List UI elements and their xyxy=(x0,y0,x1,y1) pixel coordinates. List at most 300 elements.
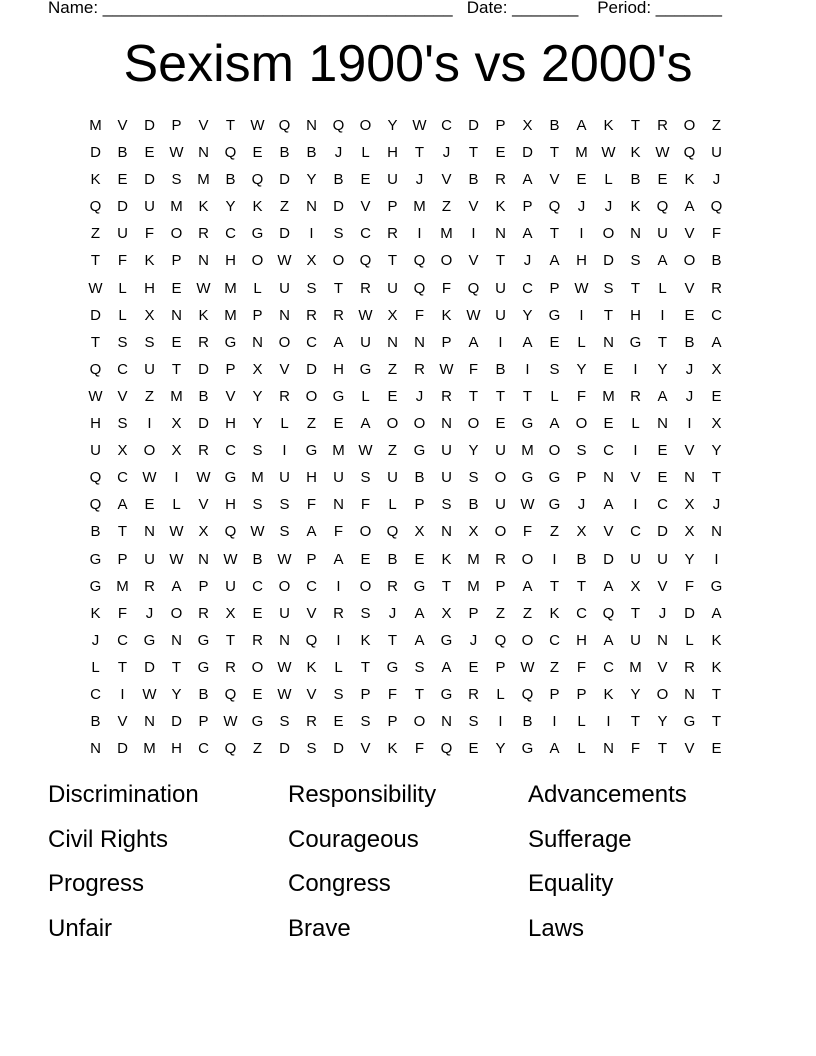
grid-letter: H xyxy=(144,279,155,297)
grid-letter: G xyxy=(143,631,156,649)
grid-letter: U xyxy=(441,442,452,460)
grid-letter: O xyxy=(359,523,372,541)
grid-letter: K xyxy=(90,604,101,622)
grid-letter: I xyxy=(714,550,719,568)
grid-letter: N xyxy=(198,144,209,162)
word-bank-item: Progress xyxy=(48,870,145,897)
grid-letter: Q xyxy=(89,496,102,514)
grid-letter: X xyxy=(306,252,317,270)
grid-letter: W xyxy=(412,117,427,134)
grid-letter: A xyxy=(522,171,533,189)
grid-letter: M xyxy=(332,442,345,460)
grid-letter: J xyxy=(604,198,613,216)
grid-letter: M xyxy=(170,387,183,405)
grid-letter: J xyxy=(523,252,532,270)
grid-letter: L xyxy=(631,415,640,433)
grid-letter: P xyxy=(117,550,128,568)
grid-letter: U xyxy=(225,577,236,595)
grid-letter: A xyxy=(576,117,587,134)
grid-letter: G xyxy=(89,577,102,595)
grid-letter: Y xyxy=(252,387,263,405)
grid-letter: W xyxy=(223,550,238,568)
grid-letter: V xyxy=(549,171,560,189)
grid-letter: V xyxy=(468,252,479,270)
grid-letter: X xyxy=(117,442,128,460)
grid-letter: Q xyxy=(224,685,237,703)
grid-letter: J xyxy=(712,171,721,189)
grid-letter: Z xyxy=(387,442,398,460)
grid-letter: E xyxy=(252,144,263,162)
grid-letter: T xyxy=(117,523,128,541)
grid-letter: J xyxy=(685,387,694,405)
grid-letter: J xyxy=(91,631,100,649)
grid-letter: M xyxy=(143,740,156,758)
grid-letter: M xyxy=(89,117,102,134)
grid-letter: Q xyxy=(89,360,102,378)
grid-letter: R xyxy=(252,631,263,649)
grid-letter: W xyxy=(277,252,292,270)
grid-letter: A xyxy=(549,415,560,433)
grid-letter: I xyxy=(498,333,503,351)
grid-letter: I xyxy=(336,631,341,649)
grid-letter: C xyxy=(549,631,560,649)
grid-letter: J xyxy=(577,496,586,514)
grid-letter: E xyxy=(495,144,506,162)
grid-letter: S xyxy=(333,225,344,243)
grid-letter: E xyxy=(360,171,371,189)
grid-letter: T xyxy=(522,387,533,405)
grid-letter: X xyxy=(576,523,587,541)
grid-letter: F xyxy=(360,496,371,514)
grid-letter: S xyxy=(441,496,452,514)
grid-letter: R xyxy=(387,225,398,243)
word-bank xyxy=(48,778,768,956)
grid-letter: A xyxy=(333,550,344,568)
grid-letter: S xyxy=(306,279,317,297)
grid-letter: W xyxy=(655,144,670,162)
grid-letter: V xyxy=(360,740,371,758)
grid-letter: C xyxy=(117,631,128,649)
grid-letter: N xyxy=(387,333,398,351)
grid-letter: I xyxy=(525,360,530,378)
word-bank-item: Civil Rights xyxy=(48,825,169,853)
grid-letter: G xyxy=(548,496,561,514)
grid-letter: V xyxy=(117,713,128,731)
grid-letter: T xyxy=(549,144,560,162)
grid-letter: E xyxy=(468,740,479,758)
grid-letter: K xyxy=(630,144,641,162)
grid-letter: T xyxy=(414,144,425,162)
grid-letter: B xyxy=(684,333,695,351)
grid-letter: U xyxy=(144,550,155,568)
grid-letter: G xyxy=(386,658,399,676)
grid-letter: O xyxy=(278,577,291,595)
grid-letter: B xyxy=(90,713,101,731)
word-bank-item: Equality xyxy=(528,870,614,897)
grid-letter: U xyxy=(495,279,506,297)
page-title: Sexism 1900's vs 2000's xyxy=(123,35,693,93)
grid-letter: W xyxy=(520,496,535,514)
grid-letter: G xyxy=(521,469,534,487)
grid-letter: D xyxy=(279,171,290,189)
grid-letter: V xyxy=(441,171,452,189)
grid-letter: N xyxy=(630,225,641,243)
grid-letter: O xyxy=(332,252,345,270)
grid-letter: V xyxy=(279,360,290,378)
grid-letter: W xyxy=(466,306,481,324)
grid-letter: Q xyxy=(359,252,372,270)
grid-letter: C xyxy=(711,306,722,324)
grid-letter: B xyxy=(387,550,398,568)
grid-letter: U xyxy=(630,550,641,568)
grid-letter: N xyxy=(279,631,290,649)
grid-letter: K xyxy=(252,198,263,216)
grid-letter: K xyxy=(549,604,560,622)
grid-letter: F xyxy=(522,523,533,541)
grid-letter: N xyxy=(144,713,155,731)
grid-letter: A xyxy=(306,523,317,541)
grid-letter: N xyxy=(684,685,695,703)
grid-letter: V xyxy=(117,387,128,405)
grid-letter: T xyxy=(630,117,641,134)
grid-letter: V xyxy=(225,387,236,405)
grid-letter: Q xyxy=(89,469,102,487)
grid-letter: W xyxy=(277,550,292,568)
grid-letter: T xyxy=(468,387,479,405)
grid-letter: D xyxy=(144,117,155,134)
word-bank-item: Unfair xyxy=(48,914,113,942)
grid-letter: Q xyxy=(224,144,237,162)
grid-letter: E xyxy=(657,171,668,189)
grid-letter: S xyxy=(117,333,128,351)
grid-letter: I xyxy=(687,415,692,433)
grid-letter: M xyxy=(629,658,642,676)
grid-letter: F xyxy=(576,387,587,405)
grid-letter: P xyxy=(495,117,506,134)
grid-letter: O xyxy=(170,604,183,622)
grid-letter: U xyxy=(279,469,290,487)
grid-letter: K xyxy=(441,306,452,324)
grid-letter: D xyxy=(279,740,290,758)
grid-letter: S xyxy=(414,658,425,676)
grid-letter: M xyxy=(224,306,237,324)
grid-letter: O xyxy=(413,415,426,433)
word-bank-item: Sufferage xyxy=(528,825,632,853)
grid-letter: G xyxy=(521,415,534,433)
grid-letter: U xyxy=(117,225,128,243)
grid-letter: C xyxy=(117,360,128,378)
grid-letter: D xyxy=(144,658,155,676)
word-bank-item: Advancements xyxy=(528,781,687,808)
grid-letter: N xyxy=(711,523,722,541)
grid-letter: F xyxy=(414,740,425,758)
grid-letter: D xyxy=(171,713,182,731)
grid-letter: O xyxy=(386,415,399,433)
grid-letter: E xyxy=(117,171,128,189)
grid-letter: U xyxy=(144,360,155,378)
grid-letter: P xyxy=(387,713,398,731)
grid-letter: P xyxy=(198,713,209,731)
grid-letter: Q xyxy=(224,740,237,758)
grid-letter: Y xyxy=(657,360,668,378)
grid-letter: Y xyxy=(576,360,587,378)
grid-letter: N xyxy=(279,306,290,324)
word-bank-item: Brave xyxy=(288,914,351,942)
grid-letter: U xyxy=(360,333,371,351)
grid-letter: P xyxy=(171,117,182,134)
grid-letter: S xyxy=(630,252,641,270)
grid-letter: R xyxy=(387,577,398,595)
grid-letter: T xyxy=(711,469,722,487)
grid-letter: U xyxy=(711,144,722,162)
grid-letter: Q xyxy=(656,198,669,216)
grid-letter: E xyxy=(252,685,263,703)
grid-letter: V xyxy=(198,117,209,134)
grid-letter: O xyxy=(602,225,615,243)
grid-letter: R xyxy=(306,306,317,324)
grid-letter: W xyxy=(277,658,292,676)
grid-letter: Z xyxy=(144,387,155,405)
grid-letter: L xyxy=(361,144,370,162)
grid-letter: R xyxy=(198,333,209,351)
grid-letter: O xyxy=(683,117,696,134)
grid-letter: G xyxy=(629,333,642,351)
grid-letter: B xyxy=(198,387,209,405)
grid-letter: W xyxy=(142,685,157,703)
grid-letter: N xyxy=(657,415,668,433)
grid-letter: L xyxy=(550,387,559,405)
grid-letter: P xyxy=(441,333,452,351)
grid-letter: R xyxy=(441,387,452,405)
grid-letter: A xyxy=(711,333,722,351)
grid-letter: N xyxy=(684,469,695,487)
grid-letter: D xyxy=(657,523,668,541)
grid-letter: D xyxy=(144,171,155,189)
grid-letter: F xyxy=(630,740,641,758)
grid-letter: S xyxy=(603,279,614,297)
word-search-grid xyxy=(82,112,730,762)
grid-letter: B xyxy=(225,171,236,189)
grid-letter: E xyxy=(711,740,722,758)
grid-letter: I xyxy=(633,360,638,378)
grid-letter: L xyxy=(118,306,127,324)
grid-letter: L xyxy=(577,333,586,351)
grid-letter: G xyxy=(413,577,426,595)
grid-letter: O xyxy=(440,252,453,270)
grid-letter: E xyxy=(549,333,560,351)
grid-letter: T xyxy=(576,577,587,595)
grid-letter: U xyxy=(387,171,398,189)
grid-letter: R xyxy=(198,225,209,243)
grid-letter: M xyxy=(440,225,453,243)
grid-letter: T xyxy=(414,685,425,703)
grid-letter: X xyxy=(468,523,479,541)
grid-letter: B xyxy=(522,713,533,731)
grid-letter: S xyxy=(360,469,371,487)
grid-letter: N xyxy=(333,496,344,514)
grid-letter: I xyxy=(633,496,638,514)
grid-letter: O xyxy=(656,685,669,703)
grid-letter: J xyxy=(442,144,451,162)
grid-letter: Y xyxy=(252,415,263,433)
grid-letter: T xyxy=(657,333,668,351)
grid-letter: K xyxy=(387,740,398,758)
grid-letter: V xyxy=(684,740,695,758)
grid-letter: V xyxy=(468,198,479,216)
grid-letter: T xyxy=(90,252,101,270)
grid-letter: Q xyxy=(413,252,426,270)
grid-letter: T xyxy=(225,117,236,134)
grid-letter: K xyxy=(306,658,317,676)
grid-letter: X xyxy=(414,523,425,541)
grid-letter: M xyxy=(521,442,534,460)
grid-letter: C xyxy=(306,333,317,351)
grid-letter: N xyxy=(306,198,317,216)
grid-letter: D xyxy=(333,740,344,758)
grid-letter: O xyxy=(359,117,372,134)
grid-letter: I xyxy=(579,306,584,324)
grid-letter: Q xyxy=(413,279,426,297)
grid-letter: U xyxy=(630,631,641,649)
grid-letter: E xyxy=(684,306,695,324)
grid-letter: O xyxy=(143,442,156,460)
grid-letter: U xyxy=(90,442,101,460)
grid-letter: A xyxy=(522,577,533,595)
grid-letter: I xyxy=(660,306,665,324)
grid-letter: P xyxy=(306,550,317,568)
grid-letter: D xyxy=(198,415,209,433)
grid-letter: W xyxy=(169,550,184,568)
grid-letter: Y xyxy=(171,685,182,703)
grid-letter: P xyxy=(387,198,398,216)
grid-letter: V xyxy=(630,469,641,487)
grid-letter: F xyxy=(684,577,695,595)
grid-letter: F xyxy=(117,252,128,270)
grid-letter: D xyxy=(603,252,614,270)
grid-letter: O xyxy=(494,469,507,487)
grid-letter: W xyxy=(223,713,238,731)
grid-letter: E xyxy=(144,144,155,162)
grid-letter: A xyxy=(603,631,614,649)
grid-letter: R xyxy=(711,279,722,297)
grid-letter: Y xyxy=(630,685,641,703)
grid-letter: N xyxy=(603,469,614,487)
grid-letter: K xyxy=(495,198,506,216)
grid-letter: T xyxy=(441,577,452,595)
grid-letter: C xyxy=(603,442,614,460)
grid-letter: I xyxy=(120,685,125,703)
grid-letter: M xyxy=(224,279,237,297)
grid-letter: P xyxy=(495,658,506,676)
grid-letter: Z xyxy=(495,604,506,622)
grid-letter: N xyxy=(441,713,452,731)
grid-letter: J xyxy=(685,360,694,378)
grid-letter: T xyxy=(468,144,479,162)
grid-letter: H xyxy=(225,415,236,433)
grid-letter: G xyxy=(197,631,210,649)
grid-letter: J xyxy=(577,198,586,216)
grid-letter: D xyxy=(684,604,695,622)
grid-letter: U xyxy=(441,469,452,487)
grid-letter: O xyxy=(494,523,507,541)
grid-letter: H xyxy=(333,360,344,378)
grid-letter: L xyxy=(658,279,667,297)
grid-letter: P xyxy=(198,577,209,595)
grid-letter: Q xyxy=(548,198,561,216)
grid-letter: A xyxy=(549,252,560,270)
grid-letter: B xyxy=(333,171,344,189)
grid-letter: X xyxy=(711,415,722,433)
grid-letter: R xyxy=(198,604,209,622)
grid-letter: G xyxy=(332,387,345,405)
grid-letter: G xyxy=(251,225,264,243)
grid-letter: I xyxy=(174,469,179,487)
grid-letter: W xyxy=(169,523,184,541)
grid-letter: B xyxy=(198,685,209,703)
grid-letter: N xyxy=(441,523,452,541)
grid-letter: Q xyxy=(521,685,534,703)
grid-letter: S xyxy=(576,442,587,460)
grid-letter: J xyxy=(712,496,721,514)
grid-letter: X xyxy=(144,306,155,324)
grid-letter: N xyxy=(90,740,101,758)
grid-letter: K xyxy=(684,171,695,189)
grid-letter: F xyxy=(144,225,155,243)
grid-letter: E xyxy=(333,415,344,433)
grid-letter: D xyxy=(198,360,209,378)
grid-letter: P xyxy=(576,685,587,703)
grid-letter: L xyxy=(604,171,613,189)
grid-letter: W xyxy=(574,279,589,297)
grid-letter: V xyxy=(306,685,317,703)
grid-letter: G xyxy=(89,550,102,568)
grid-letter: Y xyxy=(711,442,722,460)
grid-letter: T xyxy=(387,252,398,270)
grid-letter: D xyxy=(603,550,614,568)
grid-letter: R xyxy=(414,360,425,378)
grid-letter: T xyxy=(360,658,371,676)
grid-letter: C xyxy=(198,740,209,758)
grid-letter: J xyxy=(388,604,397,622)
grid-letter: Z xyxy=(549,523,560,541)
grid-letter: P xyxy=(225,360,236,378)
grid-letter: H xyxy=(630,306,641,324)
grid-letter: U xyxy=(144,198,155,216)
grid-letter: P xyxy=(171,252,182,270)
grid-letter: E xyxy=(171,279,182,297)
grid-letter: G xyxy=(683,713,696,731)
grid-letter: U xyxy=(495,442,506,460)
grid-letter: Y xyxy=(657,713,668,731)
grid-letter: M xyxy=(197,171,210,189)
grid-letter: Q xyxy=(440,740,453,758)
grid-letter: O xyxy=(305,387,318,405)
grid-letter: R xyxy=(468,685,479,703)
grid-letter: K xyxy=(144,252,155,270)
grid-letter: O xyxy=(521,550,534,568)
grid-letter: T xyxy=(387,631,398,649)
grid-letter: S xyxy=(360,604,371,622)
grid-letter: Z xyxy=(441,198,452,216)
grid-letter: H xyxy=(387,144,398,162)
grid-letter: T xyxy=(549,577,560,595)
grid-letter: O xyxy=(359,577,372,595)
grid-letter: T xyxy=(90,333,101,351)
grid-letter: R xyxy=(225,658,236,676)
grid-letter: N xyxy=(657,631,668,649)
grid-letter: T xyxy=(171,658,182,676)
word-bank-item: Courageous xyxy=(288,825,419,853)
